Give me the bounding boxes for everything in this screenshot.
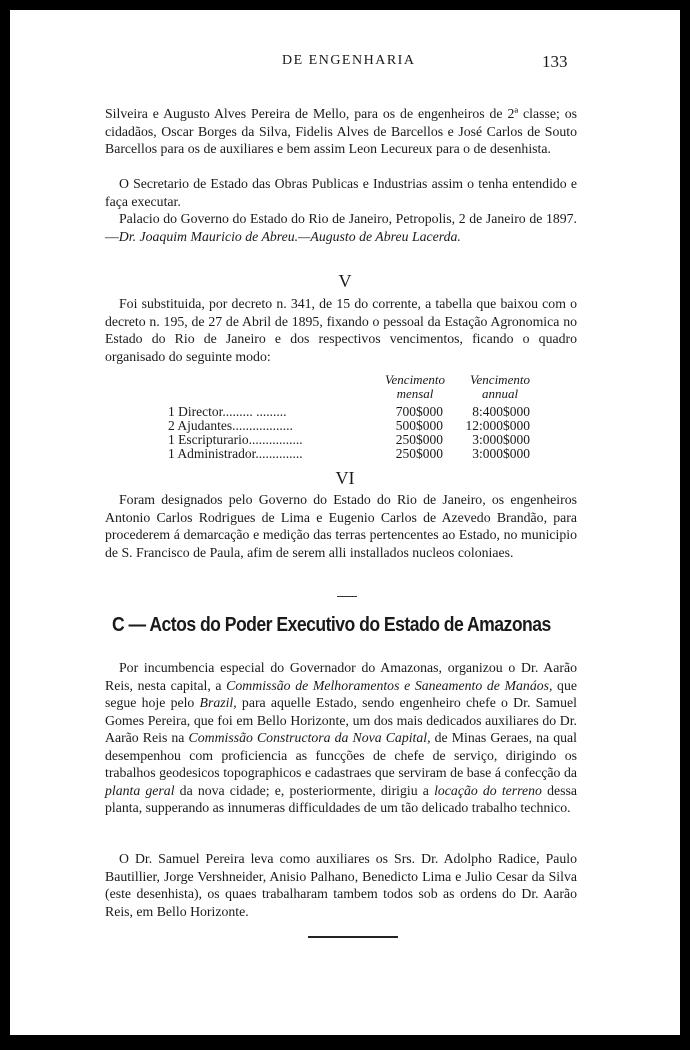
commission-text-1: Por incumbencia especial do Governador do Amazonas, organizou o Dr. Aarão Reis, nesta capital, a: [105, 660, 577, 693]
table-header-monthly: [374, 373, 456, 401]
section-separator: [337, 596, 357, 597]
section-numeral-v: V: [338, 271, 352, 291]
running-header: DE ENGENHARIA: [282, 53, 416, 68]
row-monthly: 500$000: [395, 418, 443, 433]
row-annual: 3:000$000: [472, 446, 530, 461]
commission-text-6: dessa planta, supperando as innumeras difficuldades de um tão delicado trabalho technico.: [105, 782, 577, 815]
section-numeral-vi: VI: [335, 468, 355, 488]
paragraph-auxiliaries: O Dr. Samuel Pereira leva como auxiliares os Srs. Dr. Adolpho Radice, Paulo Bautillier, Jorge Vershneider, Anisio Palhano, Benedicto Lima e Julio Cesar da Silva (este desenhista), os quaes trabalharam tambem todos sob as ordens do Dr. Aarão Reis, em Bello Horizonte.: [105, 851, 577, 919]
row-annual: 8:400$000: [472, 404, 530, 419]
paragraph-decree: Foi substituida, por decreto n. 341, de 15 do corrente, a tabella que baixou com o decreto n. 195, de 27 de Abril de 1895, fixando o pessoal da Estação Agronomica no Estado do Rio de Janeiro e dos respectivos vencimentos, ficando o quadro organisado do seguinte modo:: [105, 296, 577, 364]
book-page: [10, 10, 680, 1035]
commission-text-5: da nova cidade; e, posteriormente, dirigiu a: [174, 782, 435, 798]
table-header-annual: [456, 373, 544, 401]
ship-name: Brazil,: [199, 695, 237, 710]
header-annual-line2: annual: [481, 386, 519, 401]
header-annual-line1: Vencimento: [470, 372, 530, 387]
paragraph-secretary: O Secretario de Estado das Obras Publicas e Industrias assim o tenha entendido e faça executar.: [105, 176, 577, 209]
paragraph-appointments: Silveira e Augusto Alves Pereira de Mello, para os de engenheiros de 2ª classe; os cidadãos, Oscar Borges da Silva, Fidelis Alves de Barcellos e José Carlos de Souto Barcellos para os de auxiliares e bem assim Leon Lecureux para o de desenhista.: [105, 106, 577, 156]
header-monthly-line1: Vencimento: [385, 372, 445, 387]
row-monthly: 250$000: [395, 446, 443, 461]
commission-text-4: de Minas Geraes, na qual desempenhou com proficiencia as funcções de chefe de serviço, dirigindo os trabalhos geodesicos topographicos e cadastraes que serviram de base á confecção da: [105, 730, 578, 780]
row-label: 1 Director......... .........: [168, 404, 287, 419]
section-heading-amazonas: C — Actos do Poder Executivo do Estado de Amazonas: [112, 614, 551, 636]
header-monthly-line2: mensal: [396, 386, 434, 401]
end-rule: [308, 936, 398, 938]
row-monthly: 250$000: [395, 432, 443, 447]
planta-geral: planta geral: [105, 782, 175, 798]
locacao-terreno: locação do terreno: [434, 782, 542, 798]
palace-text: Palacio do Governo do Estado do Rio de Janeiro, Petropolis, 2 de Janeiro de 1897.—: [105, 211, 577, 244]
row-label: 1 Administrador..............: [168, 446, 303, 461]
constructora-name: Commissão Constructora da Nova Capital,: [188, 730, 431, 745]
commission-name: Commissão de Melhoramentos e Saneamento de Manáos: [226, 677, 549, 693]
signatures: Dr. Joaquim Mauricio de Abreu.—Augusto de Abreu Lacerda.: [118, 228, 461, 244]
row-label: 1 Escripturario................: [168, 432, 303, 447]
row-annual: 12:000$000: [465, 418, 530, 433]
row-annual: 3:000$000: [472, 432, 530, 447]
commission-text-3: para aquelle Estado, sendo engenheiro chefe o Dr. Samuel Gomes Pereira, que foi em Bello Horizonte, um dos mais dedicados auxiliares do Dr. Aarão Reis na: [105, 695, 577, 745]
paragraph-palace: [105, 210, 577, 245]
row-monthly: 700$000: [395, 404, 443, 419]
paragraph-commission: [105, 659, 577, 817]
row-label: 2 Ajudantes..................: [168, 418, 293, 433]
page-number: 133: [542, 52, 568, 71]
commission-text-2: , que segue hoje pelo: [105, 677, 577, 710]
paragraph-designation: Foram designados pelo Governo do Estado do Rio de Janeiro, os engenheiros Antonio Carlos Rodrigues de Lima e Eugenio Carlos de Azevedo Brandão, para procederem á demarcação e medição das terras pertencentes ao Estado, no municipio de S. Francisco de Paula, afim de serem alli installados nucleos coloniaes.: [105, 492, 577, 560]
